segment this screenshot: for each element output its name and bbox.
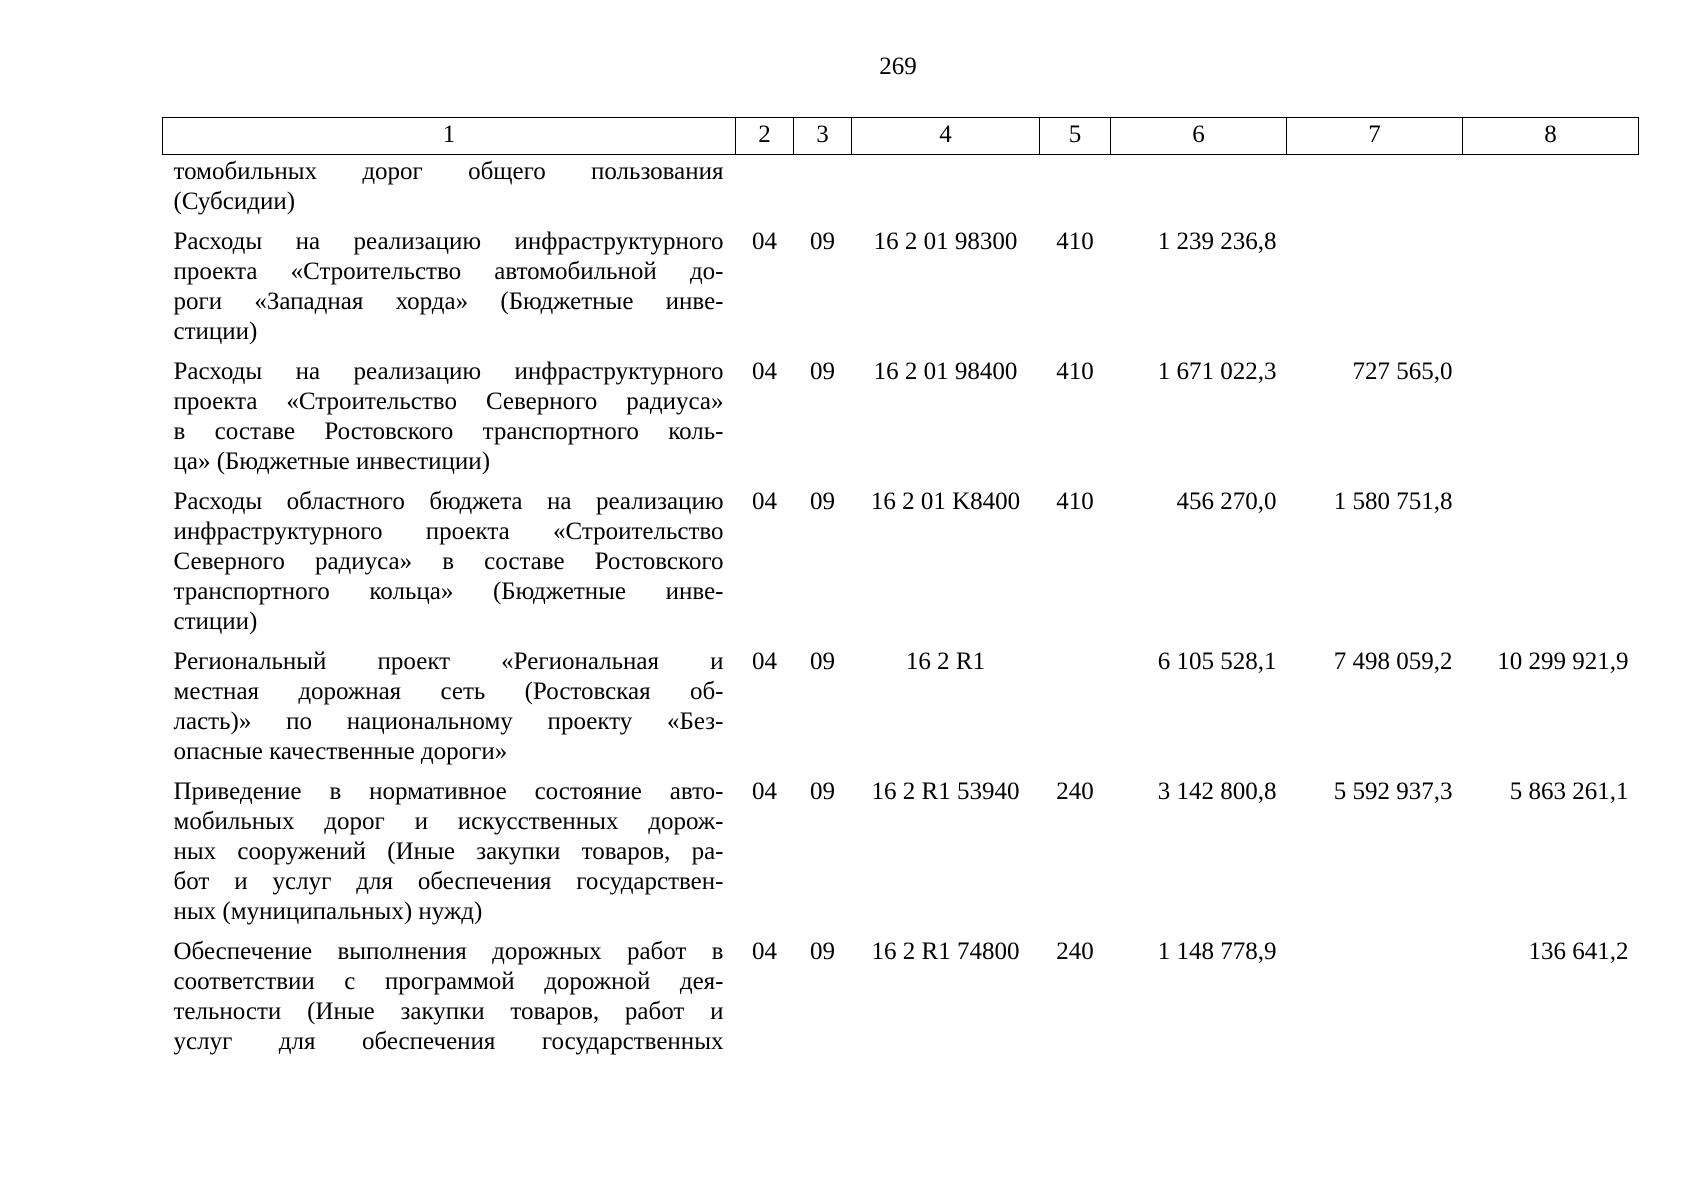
budget-table (162, 117, 1639, 1057)
row-name-line: ца» (Бюджетные инвестиции) (173, 448, 491, 475)
amount-col-6 (1111, 155, 1287, 218)
section-code: 04 (752, 938, 777, 965)
row-name-line: Региональный проект «Региональная и (173, 648, 724, 675)
table-header-row (163, 118, 1639, 155)
column-header: 4 (852, 118, 1040, 155)
section-code: 04 (752, 648, 777, 675)
row-name-line: Расходы на реализацию инфраструктурного (173, 228, 724, 255)
target-article-code: 16 2 R1 74800 (871, 938, 1020, 965)
target-article-code: 16 2 R1 53940 (871, 778, 1020, 805)
subsection-code: 09 (810, 228, 835, 255)
amount-col-7 (1287, 155, 1463, 218)
row-name-line: местная дорожная сеть (Ростовская об- (173, 678, 724, 705)
section-code: 04 (752, 778, 777, 805)
row-name-line: в составе Ростовского транспортного коль- (173, 418, 724, 445)
row-name-line: опасные качественные дороги» (173, 738, 508, 765)
amount-col-6: 1 148 778,9 (1157, 938, 1277, 965)
row-name-line: мобильных дорог и искусственных дорож- (173, 808, 724, 835)
row-name-line: (Субсидии) (173, 188, 296, 215)
amount-col-7 (1287, 927, 1463, 1057)
column-header: 1 (163, 118, 736, 155)
column-header: 6 (1111, 118, 1287, 155)
amount-col-8 (1463, 347, 1639, 477)
row-name (163, 637, 736, 767)
row-name-line: ных сооружений (Иные закупки товаров, ра- (173, 838, 724, 865)
amount-col-8: 136 641,2 (1528, 938, 1629, 965)
subsection-code: 09 (810, 358, 835, 385)
section-code: 04 (752, 358, 777, 385)
table-body (163, 155, 1639, 1058)
amount-col-7: 7 498 059,2 (1333, 648, 1453, 675)
table-row (163, 477, 1639, 637)
subsection-code: 09 (810, 648, 835, 675)
target-article-code: 16 2 01 98300 (873, 228, 1018, 255)
amount-col-7: 727 565,0 (1352, 358, 1453, 385)
row-name (163, 217, 736, 347)
target-article-code (852, 155, 1040, 218)
column-header: 2 (736, 118, 794, 155)
column-header: 7 (1287, 118, 1463, 155)
row-name-line: Расходы на реализацию инфраструктурного (173, 358, 724, 385)
row-name-line: Северного радиуса» в составе Ростовского (173, 548, 724, 575)
amount-col-8 (1463, 155, 1639, 218)
row-name-line: ных (муниципальных) нужд) (173, 898, 483, 925)
amount-col-8 (1463, 477, 1639, 637)
subsection-code: 09 (810, 778, 835, 805)
row-name-line: Приведение в нормативное состояние авто- (173, 778, 724, 805)
row-name-line: проекта «Строительство Северного радиуса» (173, 388, 724, 415)
target-article-code: 16 2 R1 (905, 648, 986, 675)
table-row (163, 637, 1639, 767)
row-name (163, 767, 736, 927)
table-row (163, 217, 1639, 347)
row-name-line: бот и услуг для обеспечения государствен- (173, 868, 724, 895)
row-name-line: тельности (Иные закупки товаров, работ и (173, 998, 724, 1025)
row-name-line: стиции) (173, 608, 258, 635)
expense-type-code (1040, 155, 1111, 218)
page-number: 269 (879, 53, 917, 80)
row-name-line: инфраструктурного проекта «Строительство (173, 518, 724, 545)
table-row (163, 767, 1639, 927)
row-name-line: роги «Западная хорда» (Бюджетные инве- (173, 288, 724, 315)
column-header: 3 (794, 118, 852, 155)
row-name-line: услуг для обеспечения государственных (173, 1028, 724, 1055)
subsection-code (794, 155, 852, 218)
expense-type-code: 410 (1056, 358, 1094, 385)
row-name-line: Расходы областного бюджета на реализацию (173, 488, 724, 515)
amount-col-6: 6 105 528,1 (1157, 648, 1277, 675)
row-name-line: ласть)» по национальному проекту «Без- (173, 708, 724, 735)
amount-col-6: 456 270,0 (1176, 488, 1277, 515)
subsection-code: 09 (810, 488, 835, 515)
section-code (736, 155, 794, 218)
expense-type-code: 410 (1056, 488, 1094, 515)
row-name (163, 155, 736, 218)
amount-col-7 (1287, 217, 1463, 347)
row-name-line: проекта «Строительство автомобильной до- (173, 258, 724, 285)
table-row (163, 155, 1639, 218)
section-code: 04 (752, 228, 777, 255)
amount-col-7: 5 592 937,3 (1333, 778, 1453, 805)
section-code: 04 (752, 488, 777, 515)
amount-col-8: 10 299 921,9 (1497, 648, 1629, 675)
amount-col-7: 1 580 751,8 (1333, 488, 1453, 515)
row-name-line: стиции) (173, 318, 258, 345)
table-row (163, 347, 1639, 477)
expense-type-code: 240 (1056, 778, 1094, 805)
row-name-line: Обеспечение выполнения дорожных работ в (173, 938, 724, 965)
column-header: 8 (1463, 118, 1639, 155)
expense-type-code (1040, 637, 1111, 767)
target-article-code: 16 2 01 98400 (873, 358, 1018, 385)
table-row (163, 927, 1639, 1057)
column-header: 5 (1040, 118, 1111, 155)
target-article-code: 16 2 01 K8400 (870, 488, 1021, 515)
row-name-line: транспортного кольца» (Бюджетные инве- (173, 578, 724, 605)
row-name-line: соответствии с программой дорожной дея- (173, 968, 724, 995)
row-name (163, 347, 736, 477)
row-name (163, 477, 736, 637)
subsection-code: 09 (810, 938, 835, 965)
amount-col-6: 1 239 236,8 (1157, 228, 1277, 255)
amount-col-8 (1463, 217, 1639, 347)
expense-type-code: 410 (1056, 228, 1094, 255)
amount-col-8: 5 863 261,1 (1509, 778, 1629, 805)
expense-type-code: 240 (1056, 938, 1094, 965)
row-name-line: томобильных дорог общего пользования (173, 158, 724, 185)
amount-col-6: 1 671 022,3 (1157, 358, 1277, 385)
amount-col-6: 3 142 800,8 (1157, 778, 1277, 805)
row-name (163, 927, 736, 1057)
